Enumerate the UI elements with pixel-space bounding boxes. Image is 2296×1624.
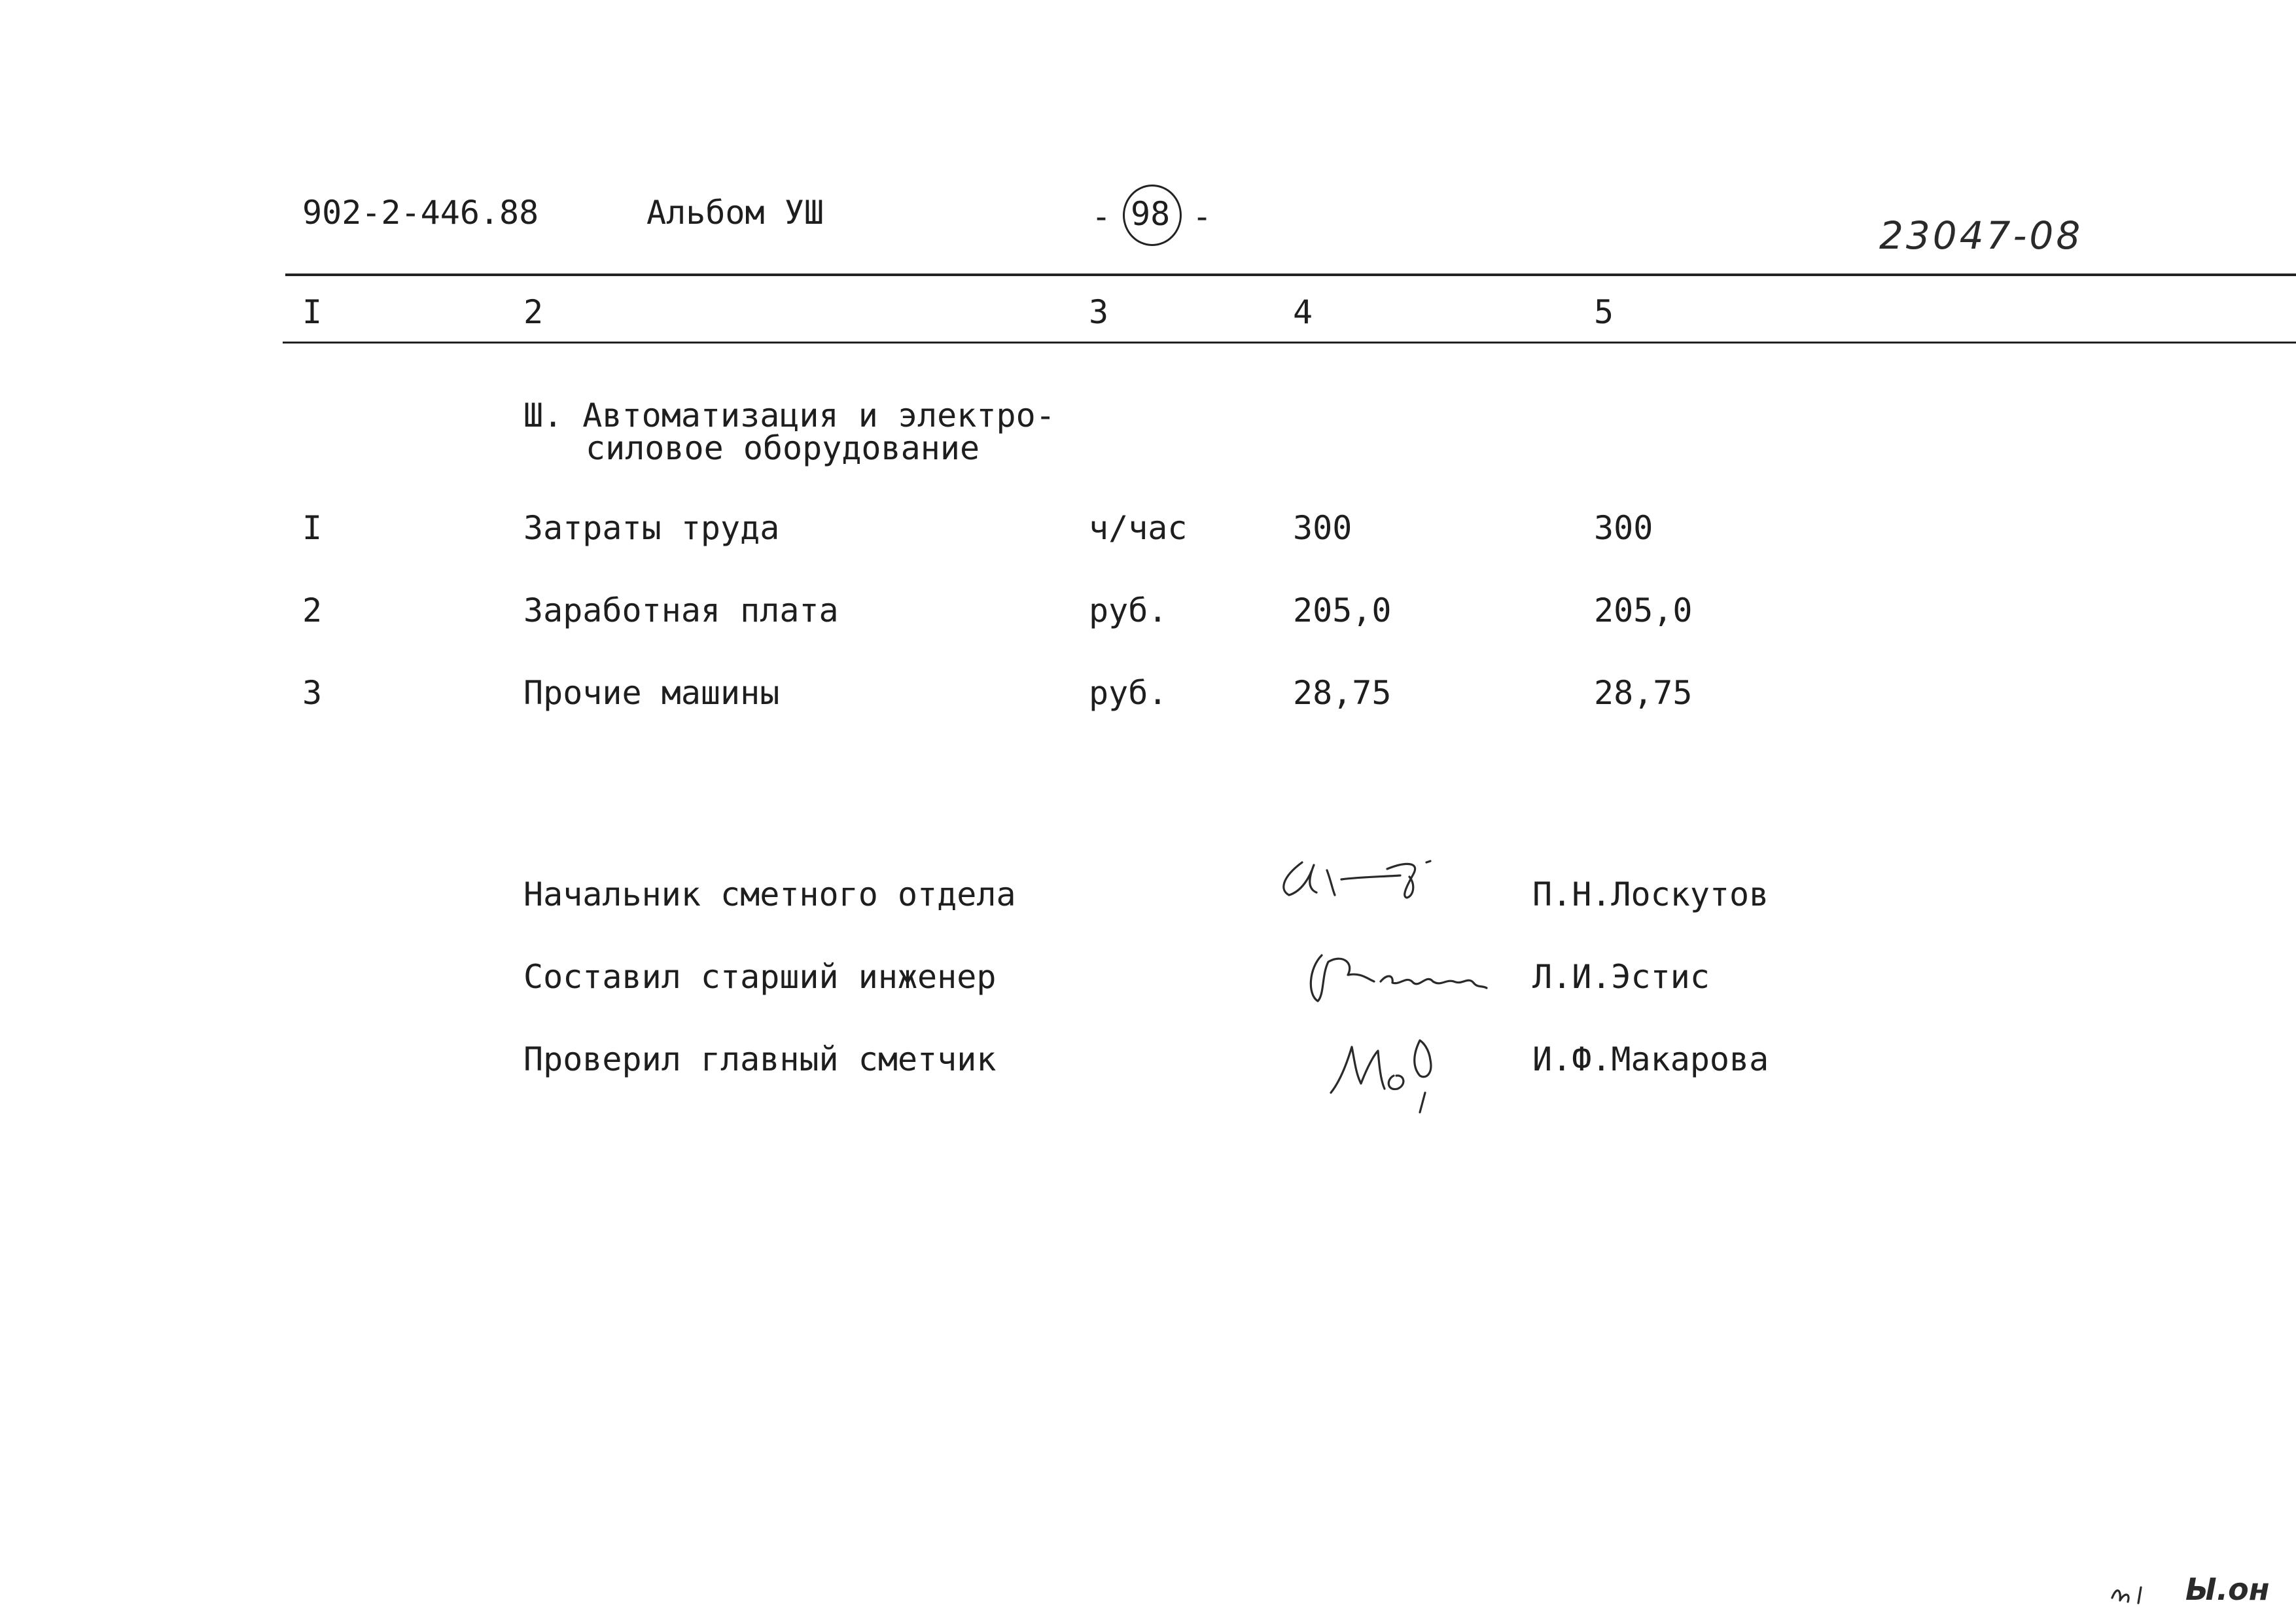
column-header-1: I xyxy=(302,293,323,331)
row-number: 2 xyxy=(302,591,323,629)
column-header-3: 3 xyxy=(1089,293,1109,331)
section-title-line2: силовое оборудование xyxy=(586,429,980,467)
row-value-col5: 300 xyxy=(1594,509,1653,547)
column-header-5: 5 xyxy=(1594,293,1614,331)
signatory-name: П.Н.Лоскутов xyxy=(1532,875,1769,913)
row-name: Затраты труда xyxy=(523,509,780,547)
table-top-rule xyxy=(285,274,2296,276)
row-number: 3 xyxy=(302,674,323,712)
signatory-name: И.Ф.Макарова xyxy=(1532,1040,1769,1078)
page-dash-left: - xyxy=(1091,198,1112,236)
row-value-col4: 205,0 xyxy=(1293,591,1392,629)
row-unit: руб. xyxy=(1089,591,1168,629)
handwritten-reference-number: 23047-08 xyxy=(1879,213,2083,258)
row-value-col4: 28,75 xyxy=(1293,674,1392,712)
signature-role: Составил старший инженер xyxy=(523,958,997,996)
handwritten-signature-3 xyxy=(1322,1021,1492,1119)
row-number: I xyxy=(302,509,323,547)
table-header-rule xyxy=(283,342,2296,344)
signature-role: Проверил главный сметчик xyxy=(523,1040,997,1078)
row-value-col4: 300 xyxy=(1293,509,1352,547)
album-label: Альбом УШ xyxy=(646,194,824,232)
signature-role: Начальник сметного отдела xyxy=(523,875,1016,913)
row-name: Заработная плата xyxy=(523,591,839,629)
corner-handwritten-note: Ы.он xyxy=(2185,1572,2270,1607)
section-title-line1: Ш. Автоматизация и электро- xyxy=(523,397,1055,434)
row-value-col5: 28,75 xyxy=(1594,674,1693,712)
row-name: Прочие машины xyxy=(523,674,780,712)
handwritten-signature-1 xyxy=(1276,851,1485,909)
row-unit: ч/час xyxy=(1089,509,1188,547)
page-number: 98 xyxy=(1131,195,1171,233)
signatory-name: Л.И.Эстис xyxy=(1532,958,1710,996)
row-unit: руб. xyxy=(1089,674,1168,712)
column-header-4: 4 xyxy=(1293,293,1313,331)
row-value-col5: 205,0 xyxy=(1594,591,1693,629)
page-dash-right: - xyxy=(1192,198,1212,236)
corner-scribble xyxy=(2108,1572,2167,1611)
handwritten-signature-2 xyxy=(1302,942,1511,1008)
document-code: 902-2-446.88 xyxy=(302,194,539,232)
column-header-2: 2 xyxy=(523,293,544,331)
